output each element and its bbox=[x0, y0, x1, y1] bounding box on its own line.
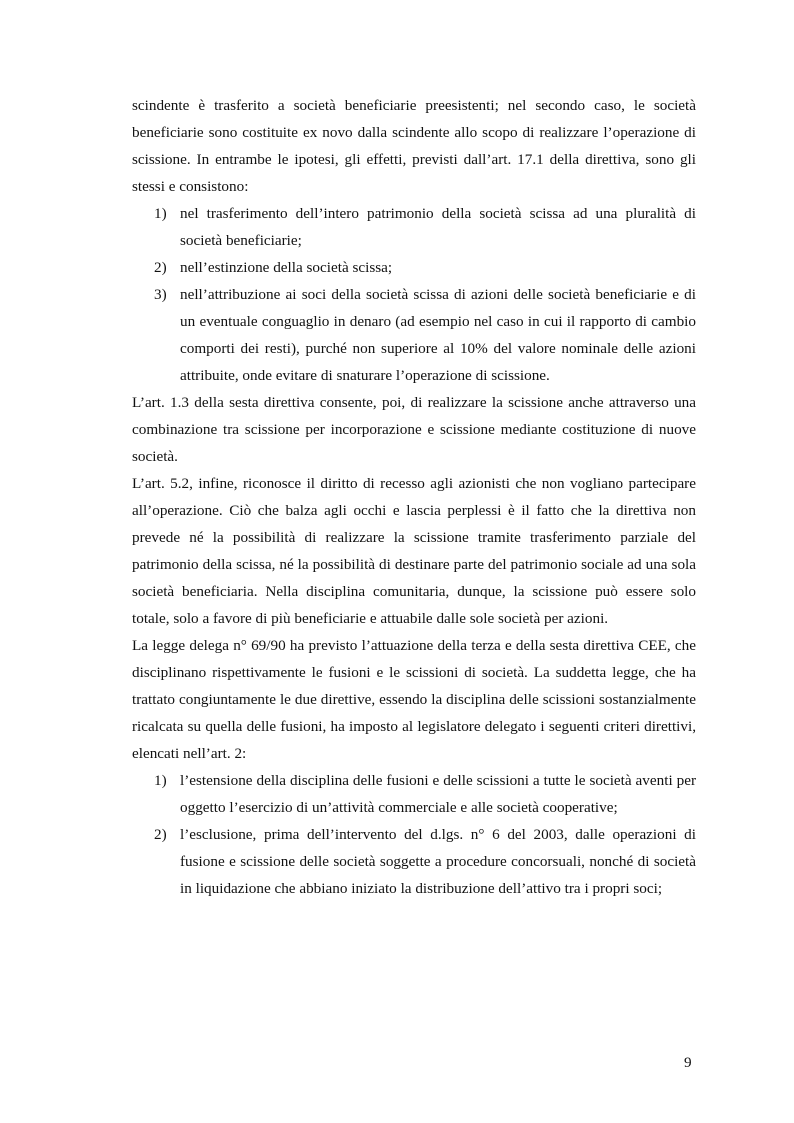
paragraph-legge-delega: La legge delega n° 69/90 ha previsto l’attuazione della terza e della sesta direttiva CEE, che disciplinano rispettivamente le fusioni e le scissioni di società. La suddetta legge, che ha trattato congiuntamente le due direttive, essendo la disciplina delle scissioni sostanzialmente ricalcata su quella delle fusioni, ha imposto al legislatore delegato i seguenti criteri direttivi, elencati nell’art. 2: bbox=[132, 637, 696, 762]
list-item-number: 1) bbox=[154, 772, 167, 789]
list-item bbox=[132, 821, 696, 902]
list-item-number: 3) bbox=[154, 286, 167, 303]
list-item-text: l’estensione della disciplina delle fusioni e delle scissioni a tutte le società aventi per oggetto l’esercizio di un’attività commerciale e alle società cooperative; bbox=[180, 772, 696, 816]
list-item bbox=[132, 254, 696, 281]
effects-list bbox=[132, 200, 696, 389]
list-item-number: 2) bbox=[154, 259, 167, 276]
list-item bbox=[132, 281, 696, 389]
list-item-text: nell’attribuzione ai soci della società scissa di azioni delle società beneficiarie e di un eventuale conguaglio in denaro (ad esempio nel caso in cui il rapporto di cambio comporti dei resti), purché non superiore al 10% del valore nominale delle azioni attribuite, onde evitare di snaturare l’operazione di scissione. bbox=[180, 286, 696, 384]
list-item-text: nell’estinzione della società scissa; bbox=[180, 259, 393, 276]
list-item bbox=[132, 200, 696, 254]
paragraph-art-1-3: L’art. 1.3 della sesta direttiva consente, poi, di realizzare la scissione anche attraverso una combinazione tra scissione per incorporazione e scissione mediante costituzione di nuove società. bbox=[132, 394, 696, 465]
paragraph-art-5-2: L’art. 5.2, infine, riconosce il diritto di recesso agli azionisti che non vogliano partecipare all’operazione. Ciò che balza agli occhi e lascia perplessi è il fatto che la direttiva non prevede né la possibilità di realizzare la scissione tramite trasferimento parziale del patrimonio della scissa, né la possibilità di destinare parte del patrimonio sociale ad una sola società beneficiaria. Nella disciplina comunitaria, dunque, la scissione può essere solo totale, solo a favore di più beneficiarie e attuabile dalle sole società per azioni. bbox=[132, 475, 696, 627]
page-number: 9 bbox=[684, 1054, 692, 1071]
list-item-text: l’esclusione, prima dell’intervento del d.lgs. n° 6 del 2003, dalle operazioni di fusione e scissione delle società soggette a procedure concorsuali, nonché di società in liquidazione che abbiano iniziato la distribuzione dell’attivo tra i propri soci; bbox=[180, 826, 696, 897]
document-body bbox=[132, 92, 696, 902]
list-item-number: 2) bbox=[154, 826, 167, 843]
list-item-text: nel trasferimento dell’intero patrimonio della società scissa ad una pluralità di società beneficiarie; bbox=[180, 205, 696, 249]
intro-paragraph: scindente è trasferito a società beneficiarie preesistenti; nel secondo caso, le società beneficiarie sono costituite ex novo dalla scindente allo scopo di realizzare l’operazione di scissione. In entrambe le ipotesi, gli effetti, previsti dall’art. 17.1 della direttiva, sono gli stessi e consistono: bbox=[132, 97, 696, 195]
list-item bbox=[132, 767, 696, 821]
list-item-number: 1) bbox=[154, 205, 167, 222]
criteria-list bbox=[132, 767, 696, 902]
